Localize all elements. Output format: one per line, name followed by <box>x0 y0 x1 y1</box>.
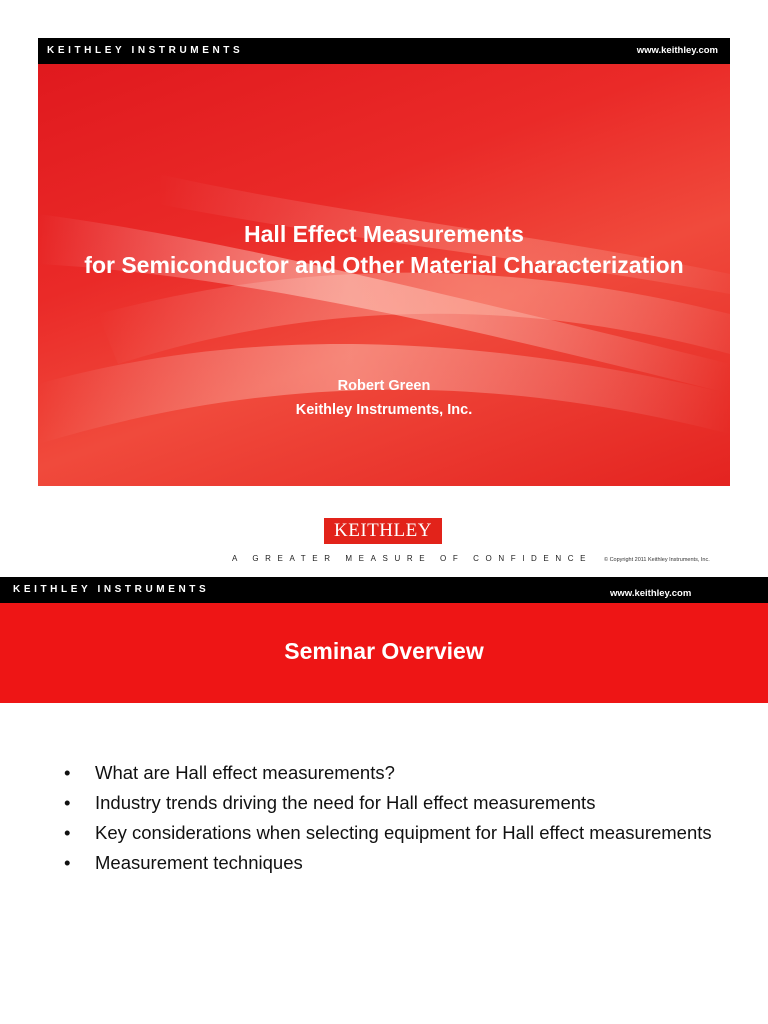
bullet-icon: • <box>64 852 71 873</box>
author-name: Robert Green <box>337 378 431 394</box>
list-item-text: Measurement techniques <box>95 852 303 873</box>
slide-title-line-2: for Semiconductor and Other Material Characterization <box>84 252 684 278</box>
bullet-icon: • <box>64 822 71 843</box>
slide-title-line-1: Hall Effect Measurements <box>244 221 524 247</box>
header-url[interactable]: www.keithley.com <box>610 588 692 599</box>
copyright-notice: © Copyright 2011 Keithley Instruments, Inc. <box>604 557 710 563</box>
header-brand-text: KEITHLEY INSTRUMENTS <box>13 584 210 595</box>
keithley-logo: KEITHLEY <box>324 518 442 544</box>
list-item <box>58 820 738 846</box>
header-brand-text: KEITHLEY INSTRUMENTS <box>47 45 244 56</box>
tagline: A GREATER MEASURE OF CONFIDENCE <box>232 554 593 563</box>
overview-bullet-list <box>58 760 738 880</box>
header-url[interactable]: www.keithley.com <box>636 45 718 56</box>
slide-header-bar <box>38 38 730 64</box>
section-title: Seminar Overview <box>284 638 484 664</box>
bullet-icon: • <box>64 762 71 783</box>
list-item <box>58 760 738 786</box>
list-item-text: What are Hall effect measurements? <box>95 762 395 783</box>
slide-header-bar <box>0 577 768 603</box>
title-slide <box>38 38 730 486</box>
list-item-text: Key considerations when selecting equipment for Hall effect measurements <box>95 822 712 843</box>
list-item-text: Industry trends driving the need for Hall effect measurements <box>95 792 596 813</box>
author-organization: Keithley Instruments, Inc. <box>295 402 473 418</box>
list-item <box>58 790 738 816</box>
bullet-icon: • <box>64 792 71 813</box>
hero-banner <box>38 64 730 486</box>
list-item <box>58 850 738 876</box>
